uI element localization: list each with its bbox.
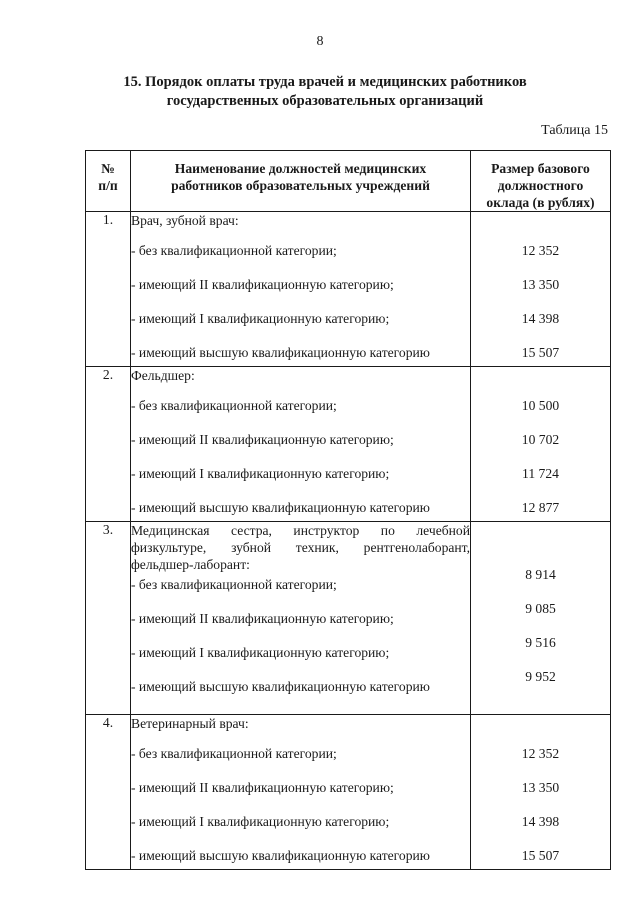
table-caption: Таблица 15 xyxy=(541,123,608,138)
header-salary-line-1: Размер базового xyxy=(491,161,590,176)
salary-value: 8 914 xyxy=(525,567,556,582)
row-number: 4. xyxy=(86,715,131,870)
section-heading xyxy=(90,73,560,111)
salary-value: 13 350 xyxy=(521,780,560,795)
position-cell xyxy=(131,212,471,367)
category-label: - имеющий высшую квалификационную категорию xyxy=(131,345,430,360)
category-label: - имеющий II квалификационную категорию; xyxy=(131,277,394,292)
category-label: - имеющий высшую квалификационную категорию xyxy=(131,848,430,863)
category-label: - имеющий II квалификационную категорию; xyxy=(131,432,394,447)
category-label: - имеющий I квалификационную категорию; xyxy=(131,311,390,326)
salary-value: 14 398 xyxy=(521,311,560,326)
category-label: - имеющий I квалификационную категорию; xyxy=(131,645,390,660)
section-heading-line-1: 15. Порядок оплаты труда врачей и медицинских работников xyxy=(123,74,527,90)
salary-value: 14 398 xyxy=(521,814,560,829)
category-label: - имеющий II квалификационную категорию; xyxy=(131,780,394,795)
category-label: - имеющий II квалификационную категорию; xyxy=(131,611,394,626)
header-number xyxy=(86,151,131,212)
salary-value: 15 507 xyxy=(521,848,560,863)
category-label: - имеющий высшую квалификационную категорию xyxy=(131,679,430,694)
salary-value: 13 350 xyxy=(521,277,560,292)
salary-value: 9 952 xyxy=(525,669,556,684)
category-label: - без квалификационной категории; xyxy=(131,398,337,413)
header-position-line-2: работников образовательных учреждений xyxy=(171,178,430,193)
position-title: Ветеринарный врач: xyxy=(131,716,249,731)
salary-cell xyxy=(471,212,611,367)
category-label: - имеющий высшую квалификационную категорию xyxy=(131,500,430,515)
header-position-line-1: Наименование должностей медицинских xyxy=(174,161,427,176)
section-heading-line-2: государственных образовательных организаций xyxy=(166,93,484,109)
page-number: 8 xyxy=(316,34,324,49)
category-label: - без квалификационной категории; xyxy=(131,243,337,258)
salary-value: 12 352 xyxy=(521,746,560,761)
row-number: 1. xyxy=(86,212,131,367)
position-cell xyxy=(131,715,471,870)
category-label: - без квалификационной категории; xyxy=(131,746,337,761)
salary-value: 10 702 xyxy=(521,432,560,447)
table-row xyxy=(86,715,611,870)
salary-table xyxy=(85,150,611,870)
header-salary-line-2: должностного xyxy=(497,178,584,193)
row-number: 3. xyxy=(86,522,131,715)
salary-value: 9 516 xyxy=(525,635,556,650)
salary-value: 12 877 xyxy=(521,500,560,515)
salary-cell xyxy=(471,367,611,522)
header-salary-line-3: оклада (в рублях) xyxy=(486,195,595,210)
position-title: Медицинская сестра, инструктор по лечебной физкультуре, зубной техник, рентгенолаборант, фельдшер-лаборант: xyxy=(131,523,470,572)
salary-value: 11 724 xyxy=(522,466,559,481)
table-row xyxy=(86,212,611,367)
row-number: 2. xyxy=(86,367,131,522)
header-number-line-2: п/п xyxy=(98,178,118,193)
header-base-salary xyxy=(471,151,611,212)
category-label: - имеющий I квалификационную категорию; xyxy=(131,814,390,829)
table-row xyxy=(86,367,611,522)
position-cell xyxy=(131,522,471,715)
category-label: - без квалификационной категории; xyxy=(131,577,337,592)
category-label: - имеющий I квалификационную категорию; xyxy=(131,466,390,481)
salary-value: 10 500 xyxy=(521,398,560,413)
position-title: Врач, зубной врач: xyxy=(131,213,239,228)
salary-value: 12 352 xyxy=(521,243,560,258)
table-header-row xyxy=(86,151,611,212)
salary-cell xyxy=(471,715,611,870)
position-cell xyxy=(131,367,471,522)
salary-cell xyxy=(471,522,611,715)
table-row xyxy=(86,522,611,715)
header-position-name xyxy=(131,151,471,212)
header-number-line-1: № xyxy=(101,161,115,176)
salary-value: 15 507 xyxy=(521,345,560,360)
position-title: Фельдшер: xyxy=(131,368,195,383)
salary-value: 9 085 xyxy=(525,601,556,616)
